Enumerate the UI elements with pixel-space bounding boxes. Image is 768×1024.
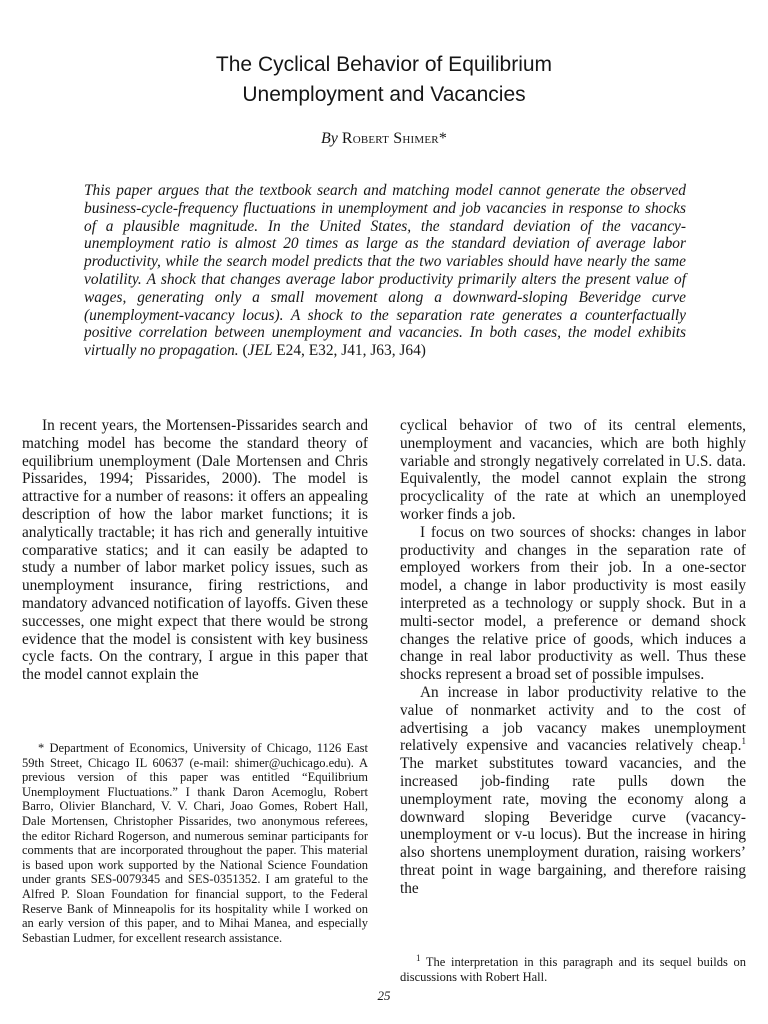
- footnote-1-mark: 1: [416, 952, 421, 963]
- right-column: [400, 417, 746, 898]
- title-line-1: The Cyclical Behavior of Equilibrium: [215, 53, 553, 76]
- footnote-ref-1[interactable]: 1: [741, 736, 746, 747]
- right-paragraph-3: [400, 684, 746, 898]
- right-paragraph-3-part-b: The market substitutes toward vacancies, and the increased job-finding rate pulls down the unemployment rate, moving the economy along a downward sloping Beveridge curve (vacancy-unemployment or v-u locus). But the increase in hiring also shortens unemployment duration, raising workers’ threat point in wage bargaining, and therefore raising the: [400, 755, 746, 897]
- footnote-1: [400, 952, 746, 984]
- jel-code-list: E24, E32, J41, J63, J64): [272, 342, 426, 360]
- author-footnote: * Department of Economics, University of Chicago, 1126 East 59th Street, Chicago IL 60637 (e-mail: shimer@uchicago.edu). A previous version of this paper was entitled “Equilibrium Unemployment Fluctuations.” I thank Daron Acemoglu, Robert Barro, Olivier Blanchard, V. V. Chari, Joao Gomes, Robert Hall, Dale Mortensen, Christopher Pissarides, two anonymous referees, the editor Richard Rogerson, and numerous seminar participants for comments that are incorporated throughout the paper. This material is based upon work supported by the National Science Foundation under grants SES-0079345 and SES-0351352. I am grateful to the Alfred P. Sloan Foundation for financial support, to the Federal Reserve Bank of Minneapolis for its hospitality while I worked on an early version of this paper, and to Mihai Manea, and especially Sebastian Ludmer, for excellent research assistance.: [22, 741, 368, 945]
- right-paragraph-2: I focus on two sources of shocks: changes in labor productivity and changes in the separation rate of employed workers from their job. In a one-sector model, a change in labor productivity is most easily interpreted as a technology or supply shock. But in a multi-sector model, a preference or demand shock changes the relative price of goods, which induces a change in real labor productivity as well. Thus these shocks represent a broad set of possible impulses.: [400, 523, 746, 684]
- jel-open-paren: (: [242, 342, 248, 360]
- jel-codes: [242, 342, 425, 359]
- abstract: [84, 182, 686, 360]
- by-label: By: [320, 130, 338, 147]
- right-paragraph-3-part-a: An increase in labor productivity relative to the value of nonmarket activity and to the cost of advertising a job vacancy makes unemployment relatively expensive and vacancies relatively cheap.: [400, 683, 746, 755]
- author-line: [0, 130, 768, 148]
- left-paragraph-1: In recent years, the Mortensen-Pissarides search and matching model has become the standard theory of equilibrium unemployment (Dale Mortensen and Chris Pissarides, 1994; Pissarides, 2000). The model is attractive for a number of reasons: it offers an appealing description of how the labor market functions; it is analytically tractable; it has rich and generally intuitive comparative statics; and it can easily be adapted to study a number of labor market policy issues, such as unemployment insurance, firing restrictions, and mandatory advanced notification of layoffs. Given these successes, one might expect that there would be strong evidence that the model is consistent with key business cycle facts. On the contrary, I argue in this paper that the model cannot explain the: [22, 417, 368, 684]
- left-column: [22, 417, 368, 684]
- paper-title: [0, 50, 768, 110]
- right-paragraph-1: cyclical behavior of two of its central elements, unemployment and vacancies, which are both highly variable and strongly negatively correlated in U.S. data. Equivalently, the model cannot explain the strong procyclicality of the rate at which an unemployed worker finds a job.: [400, 417, 746, 523]
- title-line-2: Unemployment and Vacancies: [242, 83, 526, 106]
- abstract-text: This paper argues that the textbook search and matching model cannot generate the observed business-cycle-frequency fluctuations in unemployment and job vacancies in response to shocks of a plausible magnitude. In the United States, the standard deviation of the vacancy-unemployment ratio is almost 20 times as large as the standard deviation of average labor productivity, while the search model predicts that the two variables should have nearly the same volatility. A shock that changes average labor productivity primarily alters the present value of wages, generating only a small movement along a downward-sloping Beveridge curve (unemployment-vacancy locus). A shock to the separation rate generates a counterfactually positive correlation between unemployment and vacancies. In both cases, the model exhibits virtually no propagation.: [84, 182, 686, 360]
- footnote-1-text: The interpretation in this paragraph and its sequel builds on discussions with Robert Hall.: [400, 955, 746, 984]
- page-number: 25: [377, 988, 391, 1003]
- jel-label: JEL: [247, 342, 273, 360]
- author-name: Robert Shimer*: [341, 130, 448, 147]
